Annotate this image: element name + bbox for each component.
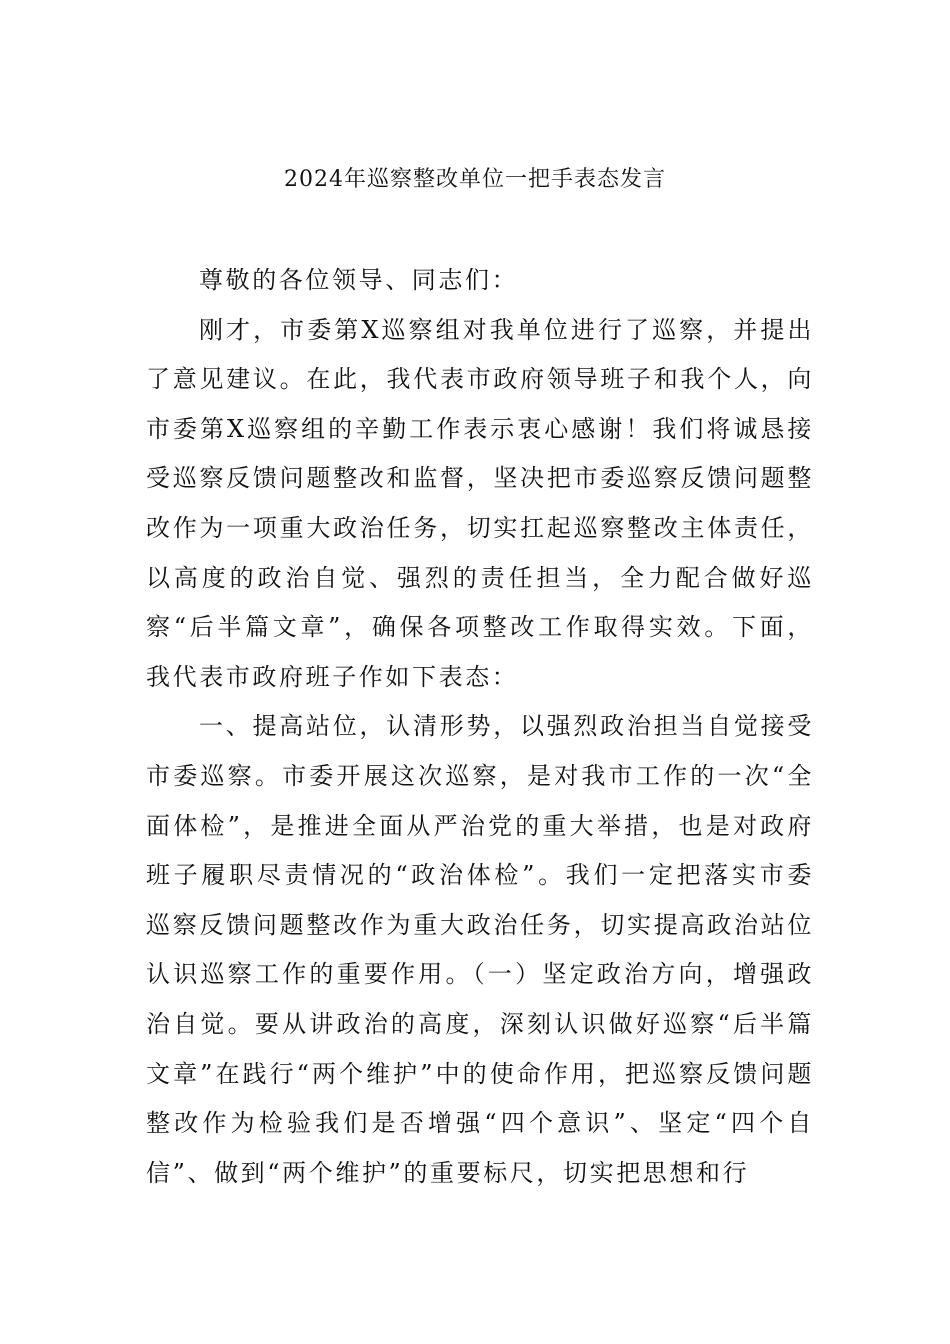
paragraph-intro: 刚才，市委第X巡察组对我单位进行了巡察，并提出了意见建议。在此，我代表市政府领导班子和我个人，向市委第X巡察组的辛勤工作表示衷心感谢！我们将诚恳接受巡察反馈问题整改和监督，坚决把市委巡察反馈问题整改作为一项重大政治任务，切实扛起巡察整改主体责任，以高度的政治自觉、强烈的责任担当，全力配合做好巡察“后半篇文章”，确保各项整改工作取得实效。下面，我代表市政府班子作如下表态： [146,315,814,691]
paragraph-salutation: 尊敬的各位领导、同志们： [199,266,519,294]
document-title: 2024年巡察整改单位一把手表态发言 [284,167,666,192]
paragraph-section-one: 一、提高站位，认清形势，以强烈政治担当自觉接受市委巡察。市委开展这次巡察，是对我市工作的一次“全面体检”，是推进全面从严治党的重大举措，也是对政府班子履职尽责情况的“政治体检”。我们一定把落实市委巡察反馈问题整改作为重大政治任务，切实提高政治站位认识巡察工作的重要作用。（一）坚定政治方向，增强政治自觉。要从讲政治的高度，深刻认识做好巡察“后半篇文章”在践行“两个维护”中的使命作用，把巡察反馈问题整改作为检验我们是否增强“四个意识”、坚定“四个自信”、做到“两个维护”的重要标尺，切实把思想和行 [146,712,814,1187]
document-body [146,256,814,1198]
